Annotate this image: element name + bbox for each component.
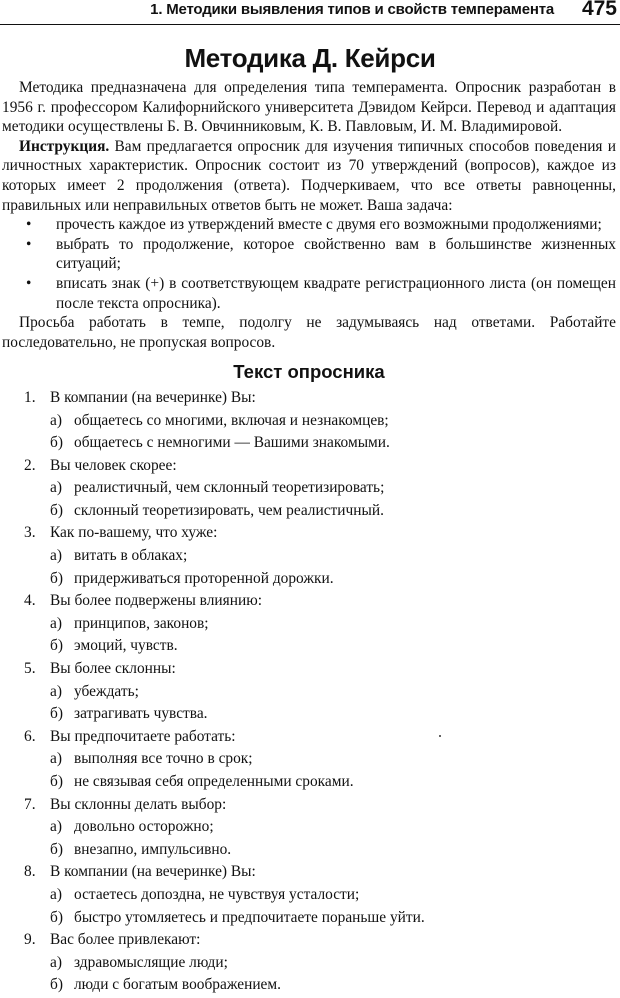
question-number: 8.: [24, 863, 36, 881]
option-letter: б): [50, 773, 63, 790]
option-letter: а): [50, 614, 62, 632]
question-list: [2, 388, 616, 995]
answer-option: [2, 749, 616, 769]
question-line: [2, 727, 616, 747]
answer-option: [2, 682, 616, 702]
option-text: остаетесь допоздна, не чувствуя усталости;: [74, 885, 360, 903]
option-letter: б): [50, 976, 63, 994]
question-number: 7.: [24, 795, 36, 813]
option-letter: а): [50, 411, 62, 429]
question-text: Вы более подвержены влиянию:: [50, 592, 262, 610]
option-letter: б): [50, 705, 63, 723]
question-text: Вы человек скорее:: [50, 456, 177, 474]
option-letter: а): [50, 818, 62, 836]
section-subtitle: Текст опросника: [233, 361, 385, 383]
question-number: 6.: [24, 727, 36, 745]
question-text: Вы более склонны:: [50, 660, 176, 678]
question-item: [2, 795, 616, 860]
question-item: [2, 591, 616, 656]
option-text: затрагивать чувства.: [74, 705, 208, 723]
option-letter: б): [50, 637, 63, 655]
instruction-label: Инструкция.: [19, 137, 110, 155]
page-number: 475: [581, 0, 617, 20]
answer-option: [2, 433, 616, 453]
answer-option: [2, 704, 616, 724]
page-title: Методика Д. Кейрси: [184, 43, 436, 73]
answer-option: [2, 908, 616, 928]
answer-option: [2, 546, 616, 566]
page-header: [0, 0, 620, 25]
option-letter: б): [50, 501, 63, 519]
answer-option: [2, 501, 616, 521]
answer-option: [2, 817, 616, 837]
question-text: Вы предпочитаете работать:: [50, 727, 236, 745]
answer-option: [2, 772, 616, 792]
task-item: • выбрать то продолжение, которое свойственно вам в большинстве жизненных ситуаций;: [2, 235, 616, 274]
option-text: убеждать;: [74, 682, 139, 700]
answer-option: [2, 636, 616, 656]
question-line: [2, 930, 616, 950]
option-text: склонный теоретизировать, чем реалистичный.: [74, 501, 384, 519]
option-letter: а): [50, 885, 62, 903]
question-text: Вас более привлекают:: [50, 931, 201, 949]
answer-option: [2, 953, 616, 973]
intro-paragraph: Методика предназначена для определения типа темперамента. Опросник разработан в 1956 г. профессором Калифорнийского университета Дэвидом Кейрси. Перевод и адаптация методики осуществлены Б. В. Овчинниковым, К. В. Павловым, И. М. Владимировой.: [2, 79, 616, 136]
option-letter: а): [50, 750, 62, 768]
question-item: [2, 388, 616, 453]
option-letter: б): [50, 569, 63, 587]
option-text: люди с богатым воображением.: [74, 976, 281, 994]
answer-option: [2, 614, 616, 634]
task-item: • вписать знак (+) в соответствующем квадрате регистрационного листа (он помещен после текста опросника).: [2, 274, 616, 313]
option-text: общаетесь с немногими — Вашими знакомыми.: [74, 434, 390, 452]
running-title: 1. Методики выявления типов и свойств темперамента: [150, 1, 554, 18]
question-item: [2, 456, 616, 521]
option-text: здравомыслящие люди;: [74, 953, 228, 971]
document-body: [2, 78, 616, 998]
question-line: [2, 795, 616, 815]
option-text: витать в облаках;: [74, 547, 188, 565]
question-number: 4.: [24, 592, 36, 610]
question-number: 3.: [24, 524, 36, 542]
question-text: Вы склонны делать выбор:: [50, 795, 227, 813]
option-letter: а): [50, 953, 62, 971]
option-text: придерживаться проторенной дорожки.: [74, 569, 334, 587]
question-item: [2, 659, 616, 724]
task-list: [2, 215, 616, 313]
option-letter: а): [50, 547, 62, 565]
option-text: быстро утомляетесь и предпочитаете пораньше уйти.: [74, 908, 425, 926]
answer-option: [2, 569, 616, 589]
option-text: внезапно, импульсивно.: [74, 840, 232, 858]
question-text: В компании (на вечеринке) Вы:: [50, 388, 256, 406]
option-letter: б): [50, 840, 63, 858]
answer-option: [2, 840, 616, 860]
option-text: эмоций, чувств.: [74, 637, 178, 655]
option-text: не связывая себя определенными сроками.: [74, 773, 354, 790]
option-text: довольно осторожно;: [74, 818, 214, 836]
question-line: [2, 388, 616, 408]
question-number: 5.: [24, 660, 36, 678]
question-item: [2, 862, 616, 927]
option-text: принципов, законов;: [74, 614, 209, 632]
speck-mark: [439, 735, 441, 737]
question-number: 2.: [24, 456, 36, 474]
question-item: [2, 930, 616, 995]
question-line: [2, 591, 616, 611]
option-letter: а): [50, 682, 62, 700]
option-letter: б): [50, 908, 63, 926]
answer-option: [2, 975, 616, 995]
instruction-paragraph: [2, 137, 616, 215]
instruction-text: Вам предлагается опросник для изучения типичных способов поведения и личностных характеристик. Опросник состоит из 70 утверждений (вопросов), каждое из которых имеет 2 продолжения (ответа). Подчеркиваем, что все ответы равноценны, правильных или неправильных ответов быть не может. Ваша задача:: [2, 137, 616, 214]
option-text: реалистичный, чем склонный теоретизировать;: [74, 479, 385, 497]
answer-option: [2, 411, 616, 431]
option-text: выполняя все точно в срок;: [74, 750, 253, 768]
option-letter: а): [50, 479, 62, 497]
question-line: [2, 456, 616, 476]
question-number: 1.: [24, 388, 36, 406]
answer-option: [2, 885, 616, 905]
question-text: В компании (на вечеринке) Вы:: [50, 863, 256, 881]
question-line: [2, 523, 616, 543]
question-item: [2, 727, 616, 792]
question-text: Как по-вашему, что хуже:: [50, 524, 218, 542]
question-number: 9.: [24, 931, 36, 949]
task-item: • прочесть каждое из утверждений вместе с двумя его возможными продолжениями;: [2, 215, 616, 235]
request-paragraph: Просьба работать в темпе, подолгу не задумываясь над ответами. Работайте последовательно, не пропуская вопросов.: [2, 314, 616, 351]
option-letter: б): [50, 434, 63, 452]
option-text: общаетесь со многими, включая и незнакомцев;: [74, 411, 389, 429]
question-line: [2, 659, 616, 679]
question-item: [2, 523, 616, 588]
answer-option: [2, 478, 616, 498]
question-line: [2, 862, 616, 882]
